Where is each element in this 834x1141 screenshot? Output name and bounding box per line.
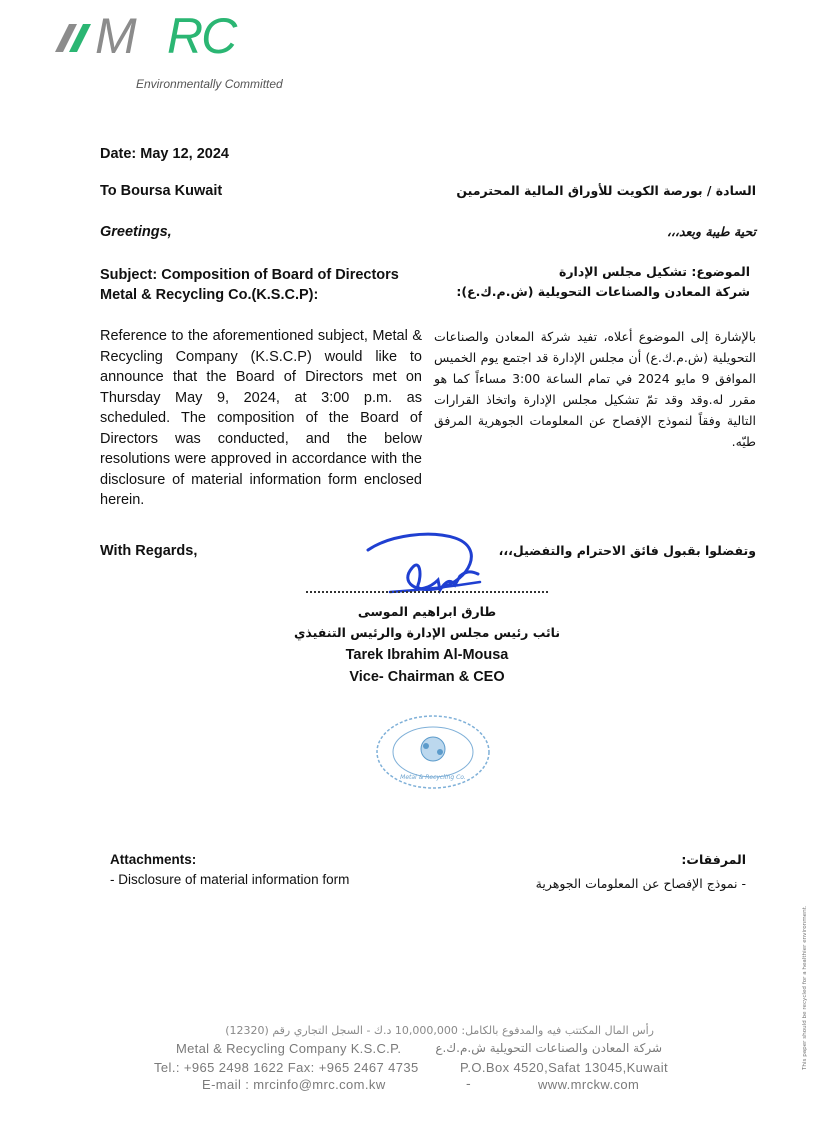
footer-dash: - <box>466 1077 471 1092</box>
attachments-label-en: Attachments: <box>110 852 197 867</box>
footer-po-box: P.O.Box 4520,Safat 13045,Kuwait <box>460 1060 669 1075</box>
attachment-item-en: - Disclosure of material information form <box>110 872 350 887</box>
body-en: Reference to the aforementioned subject, Metal & Recycling Company (K.S.C.P) would like to announce that the Board of Directors met on Thursday May 9, 2024, at 3:00 p.m. as scheduled. The composition of the Board of Directors was conducted, and the below resolutions were approved in accordance with the disclosure of material information form enclosed herein. <box>100 328 422 508</box>
attachment-item-ar: - نموذج الإفصاح عن المعلومات الجوهرية <box>535 876 746 891</box>
company-seal <box>374 713 492 791</box>
subject-en-line1: Subject: Composition of Board of Directors <box>100 267 399 283</box>
attachments-label-ar: المرفقات: <box>681 852 746 867</box>
subject-ar-line1: الموضوع: تشكيل مجلس الإدارة <box>558 264 750 279</box>
signatory-title-ar: نائب رئيس مجلس الإدارة والرئيس التنفيذي <box>293 625 561 640</box>
logo-tagline: Environmentally Committed <box>136 77 283 91</box>
addressee-en: To Boursa Kuwait <box>100 183 223 199</box>
regards-ar: وتفضلوا بقبول فائق الاحترام والتفضيل،،، <box>498 543 756 558</box>
recycle-note <box>793 880 813 1080</box>
addressee-ar: السادة / بورصة الكويت للأوراق المالية المحترمين <box>456 183 756 198</box>
signatory-title-en: Vice- Chairman & CEO <box>349 669 505 685</box>
body-ar: بالإشارة إلى الموضوع أعلاه، تفيد شركة المعادن والصناعات التحويلية (ش.م.ك.ع) أن مجلس الإدارة قد اجتمع يوم الخميس الموافق 9 مايو 2024 في تمام الساعة 3:00 مساءاً كما هو مقرر له.وقد وقد تمّ تشكيل مجلس الإدارة واتخاذ القرارات التالية وفقاً لنموذج الإفصاح عن المعلومات الجوهرية المرفق طيّه. <box>434 329 756 449</box>
footer-website: www.mrckw.com <box>538 1077 640 1092</box>
svg-text:Metal & Recycling Co.: Metal & Recycling Co. <box>400 774 466 781</box>
svg-text:M: M <box>95 14 135 64</box>
subject-ar-line2: شركة المعادن والصناعات التحويلية (ش.م.ك.ع): <box>456 284 750 299</box>
subject-en-line2: Metal & Recycling Co.(K.S.C.P): <box>100 287 319 303</box>
footer-capital-ar: رأس المال المكتتب فيه والمدفوع بالكامل: 10,000,000 د.ك - السجل التجاري رقم (12320) <box>225 1024 654 1037</box>
letter-date: Date: May 12, 2024 <box>100 146 229 162</box>
footer-company-ar: شركة المعادن والصناعات التحويلية ش.م.ك.ع <box>435 1041 662 1055</box>
footer-company-en: Metal & Recycling Company K.S.C.P. <box>176 1041 402 1056</box>
signatory-name-ar: طارق ابراهيم الموسى <box>357 604 497 619</box>
signatory-name-en: Tarek Ibrahim Al-Mousa <box>345 647 509 663</box>
subject-en <box>100 265 399 305</box>
handwritten-signature <box>360 530 510 605</box>
subject-ar <box>456 262 750 302</box>
greeting-en: Greetings, <box>100 224 172 240</box>
svg-text:RC: RC <box>167 14 236 64</box>
recycle-note-text: This paper should be recycled for a healthier environment. <box>802 905 808 1070</box>
signature-line <box>306 591 548 593</box>
footer-email: E-mail : mrcinfo@mrc.com.kw <box>202 1077 386 1092</box>
greeting-ar: تحية طيبة وبعد،،، <box>666 224 756 239</box>
footer-tel-fax: Tel.: +965 2498 1622 Fax: +965 2467 4735 <box>154 1060 419 1075</box>
regards-en: With Regards, <box>100 543 198 559</box>
